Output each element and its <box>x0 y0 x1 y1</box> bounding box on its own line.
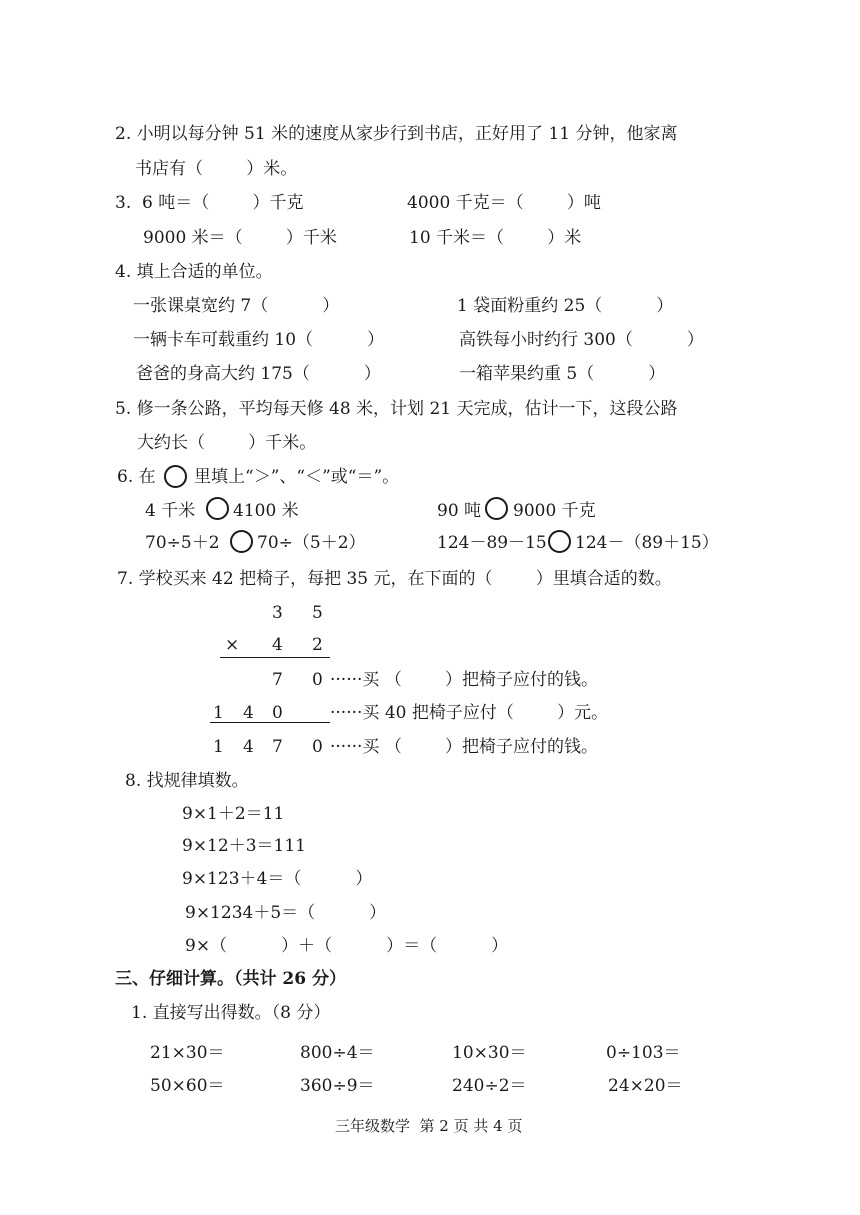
q6-b-left: 90 吨 <box>437 501 482 521</box>
q8-line: 9×1＋2＝11 <box>182 804 285 824</box>
vertical-digit: 4 <box>272 635 283 655</box>
page-footer: 三年级数学 第 2 页 共 4 页 <box>335 1117 523 1135</box>
calc-item: 0÷103＝ <box>606 1043 681 1063</box>
q3-item-a: 3. 6 吨＝（ ）千克 <box>115 193 304 213</box>
q3-item-c: 9000 米＝（ ）千米 <box>143 228 337 248</box>
compare-circle[interactable] <box>230 530 253 553</box>
q3-item-d: 10 千米＝（ ）米 <box>409 228 582 248</box>
q4-item: 爸爸的身高大约 175（ ） <box>136 364 381 384</box>
q6-title-post: 里填上“＞”、“＜”或“＝”。 <box>194 467 400 487</box>
calc-item: 24×20＝ <box>608 1076 683 1096</box>
q4-item: 一箱苹果约重 5（ ） <box>459 364 666 384</box>
q4-item: 1 袋面粉重约 25（ ） <box>457 296 674 316</box>
q6-a-right: 4100 米 <box>233 501 299 521</box>
compare-circle[interactable] <box>164 465 187 488</box>
q8-line: 9×123＋4＝（ ） <box>182 869 373 889</box>
vertical-digit: 2 <box>312 635 323 655</box>
vertical-digit: 0 <box>312 670 323 690</box>
q6-title-pre: 6. 在 <box>117 467 156 487</box>
q8-line: 9×12＋3＝111 <box>182 836 306 856</box>
q4-item: 一辆卡车可载重约 10（ ） <box>133 330 385 350</box>
q2-line2: 书店有（ ）米。 <box>135 159 298 179</box>
q3-item-b: 4000 千克＝（ ）吨 <box>407 193 601 213</box>
calc-item: 21×30＝ <box>150 1043 225 1063</box>
calc-item: 800÷4＝ <box>300 1043 375 1063</box>
q8-line: 9×1234＋5＝（ ） <box>185 903 387 923</box>
vertical-calc-line <box>210 722 330 723</box>
q8-line: 9×（ ）＋（ ）＝（ ） <box>185 936 509 956</box>
multiply-sign: × <box>225 635 240 655</box>
vertical-digit: 7 <box>272 737 283 757</box>
q6-c-left: 70÷5＋2 <box>145 533 220 553</box>
q6-c-right: 70÷（5＋2） <box>257 533 366 553</box>
vertical-digit: 0 <box>312 737 323 757</box>
vertical-digit: 1 <box>213 737 224 757</box>
vertical-digit: 1 <box>213 703 224 723</box>
q2-line1: 2. 小明以每分钟 51 米的速度从家步行到书店，正好用了 11 分钟，他家离 <box>115 124 678 144</box>
q5-line1: 5. 修一条公路，平均每天修 48 米，计划 21 天完成，估计一下，这段公路 <box>115 399 678 419</box>
compare-circle[interactable] <box>485 497 508 520</box>
q4-item: 高铁每小时约行 300（ ） <box>459 330 704 350</box>
vertical-calc-line <box>220 657 330 658</box>
q6-d-right: 124－（89＋15） <box>575 533 719 553</box>
q7-title: 7. 学校买来 42 把椅子，每把 35 元，在下面的（ ）里填合适的数。 <box>117 569 672 589</box>
calc-item: 50×60＝ <box>150 1076 225 1096</box>
section3-sub1: 1. 直接写出得数。（8 分） <box>131 1003 331 1023</box>
calc-item: 360÷9＝ <box>300 1076 375 1096</box>
vertical-digit: 4 <box>243 703 254 723</box>
q7-note2: ······买 40 把椅子应付（ ）元。 <box>330 703 609 723</box>
vertical-digit: 4 <box>243 737 254 757</box>
compare-circle[interactable] <box>548 530 571 553</box>
q4-item: 一张课桌宽约 7（ ） <box>133 296 340 316</box>
calc-item: 10×30＝ <box>452 1043 527 1063</box>
q7-note1: ······买 （ ）把椅子应付的钱。 <box>330 670 599 690</box>
q4-title: 4. 填上合适的单位。 <box>115 262 273 282</box>
vertical-digit: 5 <box>312 603 323 623</box>
q7-note3: ······买 （ ）把椅子应付的钱。 <box>330 737 599 757</box>
section3-title: 三、仔细计算。（共计 26 分） <box>115 969 346 989</box>
vertical-digit: 7 <box>272 670 283 690</box>
q8-title: 8. 找规律填数。 <box>125 771 249 791</box>
vertical-digit: 3 <box>272 603 283 623</box>
q6-d-left: 124－89－15 <box>437 533 547 553</box>
calc-item: 240÷2＝ <box>452 1076 527 1096</box>
q5-line2: 大约长（ ）千米。 <box>137 433 317 453</box>
q6-b-right: 9000 千克 <box>513 501 596 521</box>
q6-a-left: 4 千米 <box>145 501 196 521</box>
compare-circle[interactable] <box>206 497 229 520</box>
vertical-digit: 0 <box>272 703 283 723</box>
